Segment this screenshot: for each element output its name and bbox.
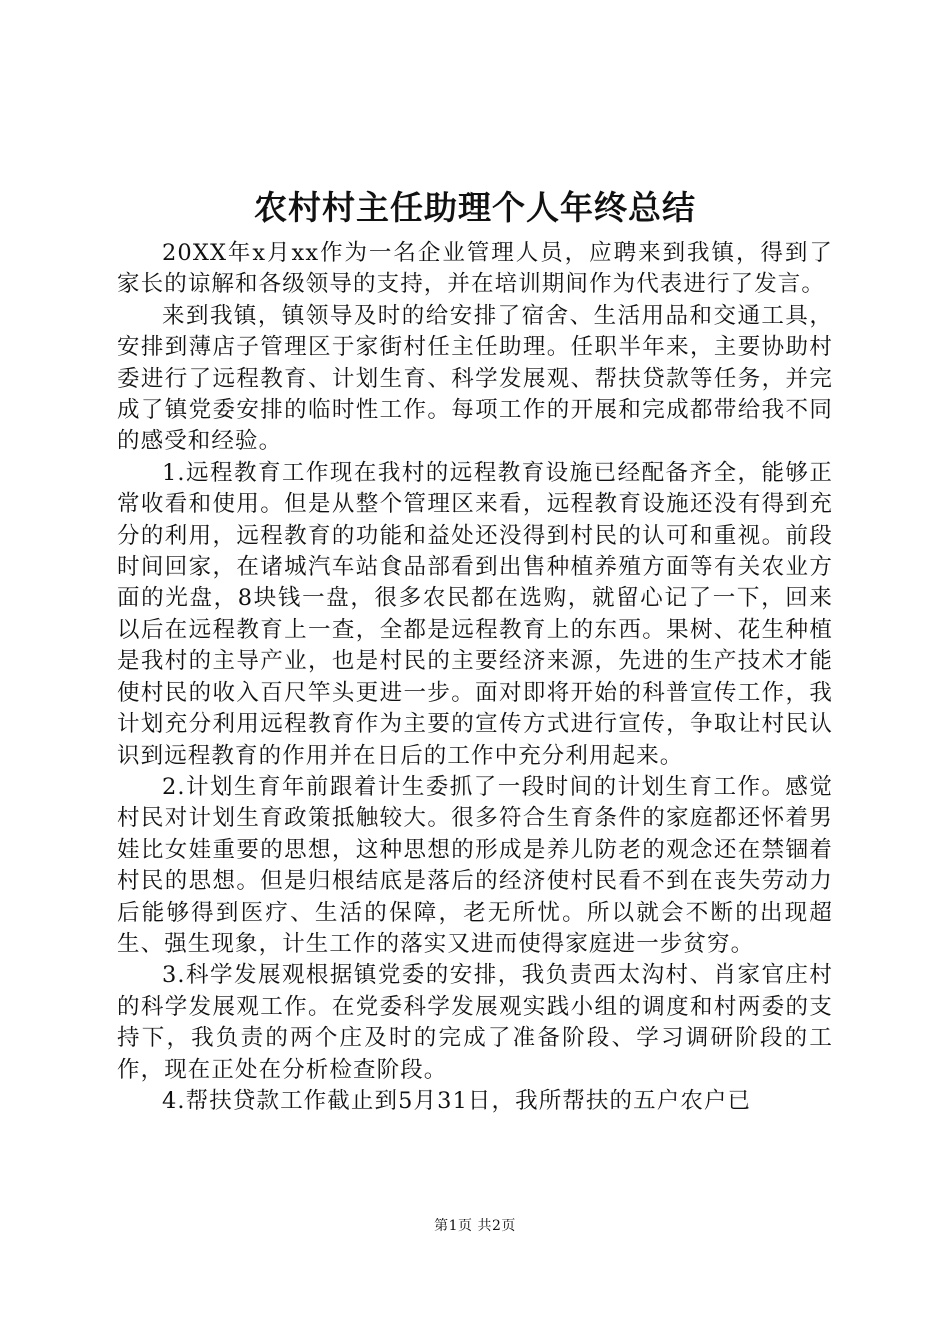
paragraph-family-planning: 2.计划生育年前跟着计生委抓了一段时间的计划生育工作。感觉村民对计划生育政策抵触较大。很多符合生育条件的家庭都还怀着男娃比女娃重要的思想，这种思想的形成是养儿防老的观念还在禁锢着村民的思想。但是归根结底是落后的经济使村民看不到在丧失劳动力后能够得到医疗、生活的保障，老无所忧。所以就会不断的出现超生、强生现象，计生工作的落实又进而使得家庭进一步贫穷。 — [117, 773, 833, 957]
paragraph-assistance-loans: 4.帮扶贷款工作截止到5月31日，我所帮扶的五户农户已 — [162, 1087, 752, 1114]
document-body — [117, 238, 833, 1117]
paragraph-intro: 20XX年x月xx作为一名企业管理人员，应聘来到我镇，得到了家长的谅解和各级领导的支持，并在培训期间作为代表进行了发言。 — [117, 240, 833, 298]
paragraph-remote-education: 1.远程教育工作现在我村的远程教育设施已经配备齐全，能够正常收看和使用。但是从整个管理区来看，远程教育设施还没有得到充分的利用，远程教育的功能和益处还没得到村民的认可和重视。前段时间回家，在诸城汽车站食品部看到出售种植养殖方面等有关农业方面的光盘，8块钱一盘，很多农民都在选购，就留心记了一下，回来以后在远程教育上一查，全都是远程教育上的东西。果树、花生种植是我村的主导产业，也是村民的主要经济来源，先进的生产技术才能使村民的收入百尺竿头更进一步。面对即将开始的科普宣传工作，我计划充分利用远程教育作为主要的宣传方式进行宣传，争取让村民认识到远程教育的作用并在日后的工作中充分利用起来。 — [117, 459, 833, 769]
paragraph-scientific-development: 3.科学发展观根据镇党委的安排，我负责西太沟村、肖家官庄村的科学发展观工作。在党委科学发展观实践小组的调度和村两委的支持下，我负责的两个庄及时的完成了准备阶段、学习调研阶段的工作，现在正处在分析检查阶段。 — [117, 962, 833, 1083]
document-title: 农村村主任助理个人年终总结 — [254, 188, 696, 227]
paragraph-arrival: 来到我镇，镇领导及时的给安排了宿舍、生活用品和交通工具，安排到薄店子管理区于家街村任主任助理。任职半年来，主要协助村委进行了远程教育、计划生育、科学发展观、帮扶贷款等任务，并完成了镇党委安排的临时性工作。每项工作的开展和完成都带给我不同的感受和经验。 — [117, 302, 833, 455]
page-footer: 第1页 共2页 — [434, 1218, 516, 1234]
